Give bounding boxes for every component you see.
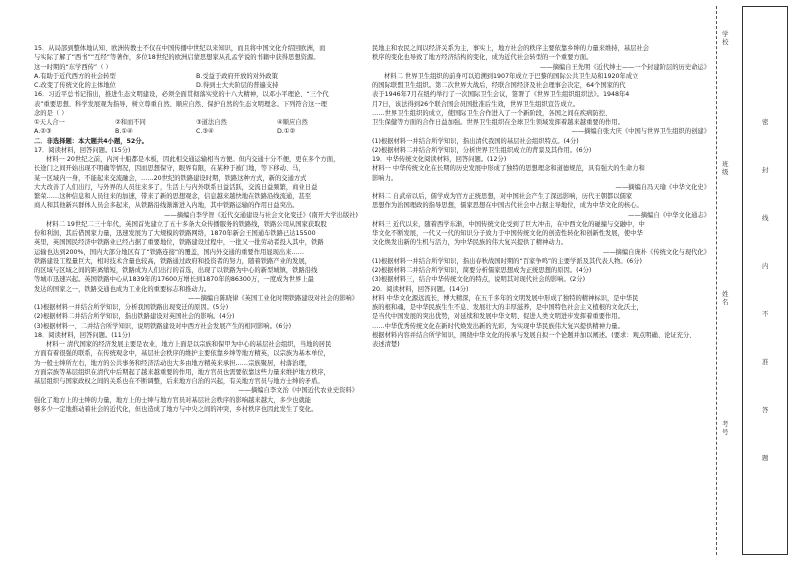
text-line: 发达的国家之一，铁路交通也成为工业化的重要标志和推动力。 bbox=[34, 285, 211, 293]
text-line: 某一区域内一身，不能起来交流融会，……20世纪的铁路建设时期，铁路这种方式，新的交通方式 bbox=[34, 174, 307, 182]
binding-label: 考号 bbox=[722, 420, 729, 436]
option-text: C.③④ bbox=[196, 128, 214, 136]
text-line: ……世界卫生组织的成立，使国际卫生合作进入了一个新阶段，各国之间在疾病防控、 bbox=[372, 109, 612, 117]
seal-char: 题 bbox=[762, 454, 769, 462]
text-line: 表”重要思想、科学发展观为指导，树立尊重自然、顺应自然、保护自然的生态文明理念。下列符合这一理 bbox=[34, 100, 327, 108]
text-line: 英里，英国国民经济中铁路业已经占据了重要地位，铁路建设过程中，一批又一批劳动者投入其中，铁路 bbox=[34, 239, 324, 247]
source-citation: ——摘编自李学智《近代交通建设与社会文化变迁》(南开大学出版社) bbox=[164, 211, 358, 219]
source-citation: ——摘编自张大庆《中国与世界卫生组织的创建》 bbox=[571, 128, 710, 136]
binding-label: 班级 bbox=[722, 160, 729, 176]
text-line: 19．中华传统文化阅读材料，回答问题。(12分) bbox=[372, 156, 507, 163]
text-line: 是当代中国发展的突出优势，对延续和发展中华文明、促进人类文明进步发挥着重要作用。 bbox=[372, 313, 624, 321]
text-line: (3)根据材料三，结合中华传统文化的特点，说明其对现代社会的影响。(2分) bbox=[372, 276, 586, 284]
text-line: 这一时期的“东学西传”（ ） bbox=[34, 63, 112, 71]
text-line: 材料 中华文化源远流长，博大精深，在五千多年的文明发展中形成了独特的精神标识，是中华民 bbox=[372, 294, 639, 302]
option-text: A.②③ bbox=[34, 128, 52, 136]
text-line: 为一般士绅所左右，地方的公共事务和经济活动也大多由地方精英来承担……宗族聚居，村落治理， bbox=[34, 359, 312, 367]
binding-label: 学校 bbox=[722, 30, 729, 46]
seal-char: 封 bbox=[762, 166, 769, 174]
text-line: 运输也达到200%，国内大部分地区有了“铁路连接”的覆盖，国内外交通的重要作用显现出来…… bbox=[34, 248, 305, 256]
text-line: 材料二 世界卫生组织的前身可以追溯到1907年成立于巴黎的国际公共卫生局和1920年成立 bbox=[384, 72, 639, 80]
section-heading: 二．非选择题：本大题共4小题，52分。 bbox=[34, 137, 148, 145]
text-line: 文化焕发出新的生机与活力，为中华民族的伟大复兴提供了精神动力。 bbox=[372, 239, 568, 247]
text-line: 方面宗族等基层组织在清代中后期起了越来越重要的作用，地方官员也需要依靠这些力量来维护地方秩序， bbox=[34, 368, 330, 376]
text-line: 材料二 自武帝以后，儒学成为官方正统思想，对中国社会产生了深远影响，历代王朝都以儒家 bbox=[372, 193, 633, 200]
text-line: 民地主和农民之间以经济关系为主，事实上，地方社会的秩序主要依靠乡绅的力量来维持，基层社会 bbox=[372, 45, 650, 52]
text-line: 等城市迅速兴起。英国铁路中心从1839年的17600万增长到1870年的86300万，一度成为世界上最 bbox=[34, 276, 314, 284]
seal-char: 准 bbox=[762, 358, 769, 366]
text-line: 材料二 19世纪二三十年代，英国首先建立了五十多条大众传播服务的铁路线，铁路公司从国家获取股 bbox=[46, 220, 327, 228]
option-text: ③道法自然 bbox=[196, 119, 227, 126]
seal-char: 答 bbox=[762, 406, 769, 414]
options-row bbox=[34, 127, 358, 136]
text-line: 20．阅读材料，回答问题。(14分) bbox=[372, 285, 469, 293]
option-text: D.①② bbox=[277, 128, 296, 136]
text-line: 的国际联盟卫生组织。第二次世界大战后，经联合国经济及社会理事会决定，64个国家的代 bbox=[372, 82, 626, 89]
source-citation: ——摘编自庞朴《传统文化与现代化》 bbox=[602, 248, 710, 256]
text-line: 材料一 清代国家的经济发展主要是农业，地方上面是以宗族和保甲为中心的基层社会组织，当地的居民 bbox=[46, 341, 332, 348]
text-line: 材料一 20世纪之前，内河十船都是木板，因此相交通运输相当方便。但内交通十分不便，更在多个方面， bbox=[46, 156, 340, 163]
text-line: 繁荣……这种信息和人员往来的加速，带来了新的思想观念，信息越来越快地在铁路沿线流通，甚至 bbox=[34, 193, 312, 200]
option-text: ①天人合一 bbox=[34, 119, 65, 126]
option-text: ④顺应自然 bbox=[277, 119, 308, 126]
text-line: (1)根据材料一并结合所学知识，指出春秋战国时期的“百家争鸣”的主要学派及其代表人物。(6分) bbox=[372, 257, 642, 265]
text-line: 铁路建设工程量巨大，相对技术含量也较高，铁路通过政府和投资者的努力，随着铁路产业的发展， bbox=[34, 257, 312, 265]
text-line: (2)根据材料二并结合所学知识，指出铁路建设对英国社会的影响。(4分) bbox=[34, 313, 235, 321]
text-line: (1)根据材料一并结合所学知识，分析我国铁路出现变迁的原因。(5分) bbox=[34, 304, 229, 311]
text-line: 卫生保健等方面的合作日益加强。世界卫生组织在全球卫生领域发挥着越来越重要的作用。 bbox=[372, 119, 624, 126]
text-line: 方面有着很强的联系，在传统观念中，基层社会秩序的维护主要依靠乡绅等地方精英，以宗族为基本单位， bbox=[34, 350, 330, 358]
sealing-box bbox=[742, 6, 788, 555]
option-text: A.有助于近代西方的社会转型 bbox=[34, 72, 116, 80]
text-line: 表述清楚) bbox=[372, 341, 400, 348]
source-citation: ——摘编自李文治《中国近代农业史资料》 bbox=[238, 387, 358, 395]
text-line: 基层组织与国家政权之间的关系也在不断调整，后来地方自治的兴起，有关地方官员与地方士绅的矛盾。 bbox=[34, 378, 324, 385]
text-line: (1)根据材料一并结合所学知识，指出清代我国的基层社会组织特点。(4分) bbox=[372, 137, 579, 145]
text-line: 15．从局部到整体地认知、欧洲传教士不仅在中国传播中世纪以来知识，而且将中国文化介绍回欧洲，而 bbox=[34, 45, 326, 52]
option-text: B.受益于政府开放的对外政策 bbox=[196, 72, 278, 80]
text-line: 影响力。 bbox=[372, 174, 398, 182]
text-line: 思想作为治国理政的指导思想，儒家思想在中国古代社会中占据主导地位，成为中华文化的核心。 bbox=[372, 202, 643, 210]
binding-label: 姓名 bbox=[722, 290, 729, 306]
text-line: 族的根和魂，是中华民族生生不息、发展壮大的丰厚滋养，是中国特色社会主义植根的文化沃土， bbox=[372, 304, 643, 311]
seal-char: 内 bbox=[762, 262, 769, 270]
text-line: (3)根据材料一、二并结合所学知识，说明铁路建设对中西方社会发展产生的相同影响。(6分) bbox=[34, 322, 292, 330]
text-line: 17．阅读材料，回答问题。(15分) bbox=[34, 146, 131, 154]
text-line: 材料一 中华传统文化在长期的历史发展中形成了独特的思想理念和道德规范，具有强大的生命力和 bbox=[372, 165, 645, 173]
text-line: 材料三 近代以来，随着西学东渐，中国传统文化受到了巨大冲击，在中西文化的碰撞与交融中，中 bbox=[372, 220, 645, 228]
text-line: ……中华优秀传统文化在新时代焕发出新的光彩，为实现中华民族伟大复兴提供精神力量。 bbox=[372, 322, 624, 330]
text-line: 的区域与区域之间的距离缩短，铁路成为人们出行的首选，出现了以铁路为中心的新型城镇，铁路沿线 bbox=[34, 267, 318, 274]
source-citation: ——摘编自王先明《近代绅士——一个封建阶层的历史命运》 bbox=[539, 63, 710, 71]
option-text: D.得到士大夫阶层的普遍支持 bbox=[196, 82, 279, 89]
text-line: 18．阅读材料，回答问题。(11分) bbox=[34, 331, 131, 339]
option-text: C.改变了传统文化的主体地位 bbox=[34, 82, 116, 89]
options-row bbox=[34, 72, 358, 81]
text-line: (2)根据材料二并结合所学知识，简要分析儒家思想成为正统思想的原因。(4分) bbox=[372, 267, 592, 274]
text-line: 华文化不断发展，一代又一代的知识分子致力于中国传统文化的创造性转化和创新性发展，使中华 bbox=[372, 230, 643, 237]
right-column bbox=[372, 44, 710, 349]
option-text: B.①④ bbox=[115, 128, 133, 136]
source-citation: ——摘编自《中华文化通志》 bbox=[628, 211, 710, 219]
text-line: 根据材料内容并结合所学知识，围绕中华文化的传承与发展自拟一个论题并加以阐述。(要求：观点明确、论证充分、 bbox=[372, 331, 696, 339]
options-row bbox=[34, 118, 358, 127]
text-line: 16．习近平总书记指出，推进生态文明建设，必须全面贯彻落实党的十八大精神，以邓小平理论、“三个代 bbox=[34, 91, 329, 99]
text-line: 大大改善了人们出行，与外界的人员往来多了，生活上与内外联系日益活跃，交流日益频繁，商业日益 bbox=[34, 183, 318, 191]
text-line: 够多少一定地推动着社会的近代化，但也造成了地方与中央之间的冲突，乡村秩序也因此发生了变化。 bbox=[34, 405, 318, 413]
left-column bbox=[34, 44, 358, 414]
text-line: 与实际了解了“西书”“互经”等著作，多位18世纪的欧洲启蒙思想家从孔孟学说的书籍中获得思想资源。 bbox=[34, 54, 320, 62]
text-line: 商人和其他新兴群体人员会多起来，从铁路沿线渐渐进入内地，其中铁路运输的作用日益突出。 bbox=[34, 202, 299, 210]
source-citation: ——摘编自陈晓律《英国工业化时期铁路建设对社会的影响》 bbox=[187, 294, 358, 302]
option-text: ②和而不同 bbox=[115, 119, 146, 126]
text-line: 表于1946年7月在纽约举行了一次国际卫生会议，签署了《世界卫生组织组织法》。1948年4 bbox=[372, 91, 630, 99]
text-line: 念的是（ ） bbox=[34, 109, 68, 117]
binding-line bbox=[716, 6, 719, 555]
seal-char: 不 bbox=[762, 310, 769, 318]
seal-char: 密 bbox=[762, 118, 769, 126]
options-row bbox=[34, 81, 358, 90]
text-line: 份和利润，其后借国家力量，迅速发展为了大规模的铁路网络，1870年新会王国通车铁路已达15500 bbox=[34, 230, 316, 237]
text-line: (2)根据材料二并结合所学知识，分析世界卫生组织成立的背景及其作用。(6分) bbox=[372, 146, 592, 154]
text-line: 强化了地方上的士绅的力量，地方上的士绅与地方官员对基层社会秩序的影响越来越大，多少也就能 bbox=[34, 396, 312, 404]
seal-char: 线 bbox=[762, 214, 769, 222]
text-line: 秩序的变化也导致了地方经济结构的变化，成为近代社会转型的一个重要方面。 bbox=[372, 54, 593, 62]
text-line: 月7日，该法得到26个联合国会员国批准后生效，世界卫生组织宣告成立。 bbox=[372, 100, 580, 108]
source-citation: ——摘编自冯天瑜《中华文化史》 bbox=[615, 183, 710, 191]
text-line: 长途门之间开始出现不明确等情况，因而思想保守，眼界有限，在某种于被门地，等下移动、马， bbox=[34, 165, 305, 173]
